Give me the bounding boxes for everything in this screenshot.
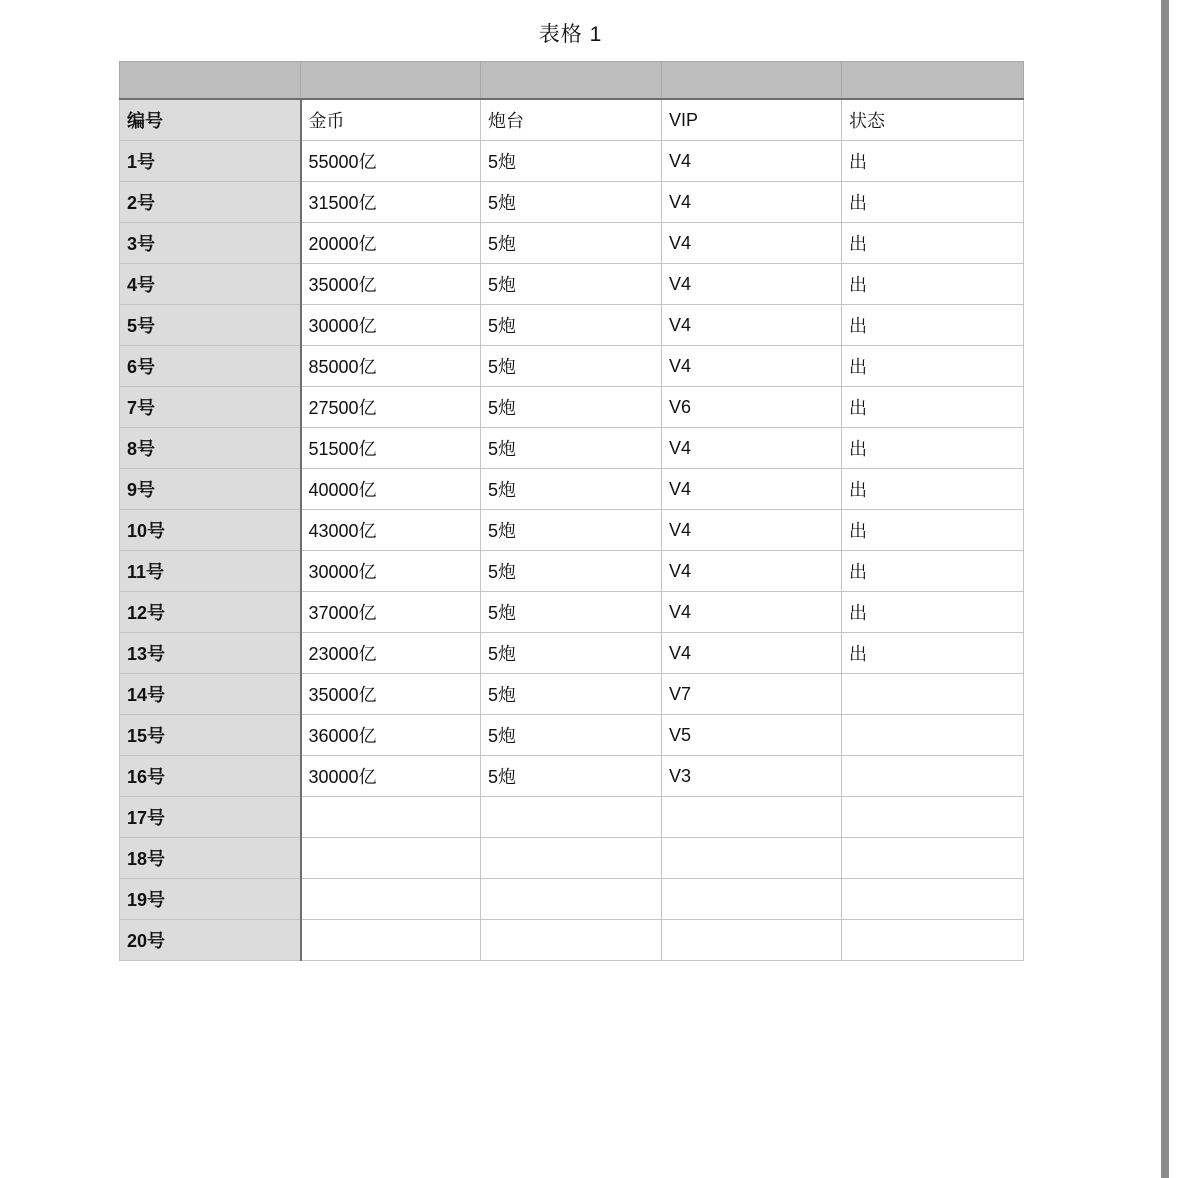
cell-id[interactable]: 17号 [120, 797, 301, 838]
cell-gold[interactable]: 43000亿 [301, 510, 481, 551]
cell-turret[interactable]: 5炮 [481, 223, 662, 264]
cell-gold[interactable]: 30000亿 [301, 756, 481, 797]
cell-turret[interactable]: 5炮 [481, 510, 662, 551]
cell-turret[interactable]: 5炮 [481, 715, 662, 756]
page-title: 表格 1 [538, 23, 603, 46]
cell-turret[interactable]: 5炮 [481, 756, 662, 797]
table-row [120, 920, 1024, 961]
cell-turret[interactable] [481, 797, 662, 838]
cell-id[interactable]: 10号 [120, 510, 301, 551]
cell-id[interactable]: 3号 [120, 223, 301, 264]
cell-status[interactable] [842, 797, 1024, 838]
cell-status[interactable]: 出 [842, 551, 1024, 592]
cell-vip[interactable]: V4 [662, 428, 842, 469]
cell-gold[interactable]: 20000亿 [301, 223, 481, 264]
header-row [120, 99, 1024, 141]
cell-gold[interactable]: 30000亿 [301, 305, 481, 346]
cell-status[interactable]: 出 [842, 182, 1024, 223]
table-row [120, 756, 1024, 797]
cell-gold[interactable]: 36000亿 [301, 715, 481, 756]
cell-vip[interactable]: V4 [662, 305, 842, 346]
cell-vip[interactable]: V4 [662, 264, 842, 305]
cell-vip[interactable]: V4 [662, 223, 842, 264]
cell-status[interactable]: 出 [842, 141, 1024, 182]
cell-status[interactable]: 出 [842, 264, 1024, 305]
data-table [119, 61, 1024, 961]
cell-turret[interactable]: 5炮 [481, 305, 662, 346]
cell-gold[interactable]: 35000亿 [301, 674, 481, 715]
cell-turret[interactable]: 5炮 [481, 428, 662, 469]
cell-gold[interactable]: 51500亿 [301, 428, 481, 469]
table-row [120, 346, 1024, 387]
cell-status[interactable]: 出 [842, 305, 1024, 346]
table-row [120, 469, 1024, 510]
table-row [120, 141, 1024, 182]
cell-vip[interactable]: V6 [662, 387, 842, 428]
cell-id[interactable]: 2号 [120, 182, 301, 223]
cell-id[interactable]: 5号 [120, 305, 301, 346]
cell-vip[interactable]: V4 [662, 510, 842, 551]
cell-gold[interactable] [301, 797, 481, 838]
cell-id[interactable]: 15号 [120, 715, 301, 756]
cell-vip[interactable]: V3 [662, 756, 842, 797]
cell-gold[interactable]: 40000亿 [301, 469, 481, 510]
cell-vip[interactable]: V4 [662, 551, 842, 592]
header-cell-status[interactable]: 状态 [842, 99, 1024, 141]
cell-turret[interactable]: 5炮 [481, 387, 662, 428]
cell-vip[interactable]: V4 [662, 633, 842, 674]
column-header-band [120, 62, 1024, 100]
header-cell-gold[interactable]: 金币 [301, 99, 481, 141]
table-row [120, 838, 1024, 879]
column-header-cell[interactable] [120, 62, 301, 100]
cell-vip[interactable]: V4 [662, 182, 842, 223]
cell-id[interactable]: 20号 [120, 920, 301, 961]
table-row [120, 592, 1024, 633]
cell-gold[interactable]: 31500亿 [301, 182, 481, 223]
cell-status[interactable] [842, 674, 1024, 715]
table-row [120, 223, 1024, 264]
table-row [120, 633, 1024, 674]
cell-status[interactable]: 出 [842, 428, 1024, 469]
cell-gold[interactable]: 85000亿 [301, 346, 481, 387]
header-cell-turret[interactable]: 炮台 [481, 99, 662, 141]
cell-gold[interactable] [301, 838, 481, 879]
cell-vip[interactable] [662, 879, 842, 920]
table-row [120, 387, 1024, 428]
cell-status[interactable] [842, 920, 1024, 961]
cell-status[interactable]: 出 [842, 633, 1024, 674]
table-row [120, 305, 1024, 346]
cell-id[interactable]: 14号 [120, 674, 301, 715]
cell-gold[interactable]: 37000亿 [301, 592, 481, 633]
cell-gold[interactable]: 23000亿 [301, 633, 481, 674]
cell-status[interactable]: 出 [842, 387, 1024, 428]
cell-id[interactable]: 11号 [120, 551, 301, 592]
cell-id[interactable]: 6号 [120, 346, 301, 387]
header-cell-id[interactable]: 编号 [120, 99, 301, 141]
cell-turret[interactable] [481, 838, 662, 879]
cell-id[interactable]: 19号 [120, 879, 301, 920]
table-row [120, 551, 1024, 592]
cell-status[interactable]: 出 [842, 346, 1024, 387]
cell-turret[interactable] [481, 879, 662, 920]
cell-vip[interactable]: V4 [662, 469, 842, 510]
cell-gold[interactable]: 35000亿 [301, 264, 481, 305]
scrollbar[interactable] [1161, 0, 1169, 1178]
cell-id[interactable]: 16号 [120, 756, 301, 797]
cell-turret[interactable]: 5炮 [481, 551, 662, 592]
cell-turret[interactable] [481, 920, 662, 961]
table-row [120, 797, 1024, 838]
cell-vip[interactable] [662, 797, 842, 838]
cell-id[interactable]: 7号 [120, 387, 301, 428]
cell-id[interactable]: 4号 [120, 264, 301, 305]
cell-status[interactable]: 出 [842, 469, 1024, 510]
cell-status[interactable]: 出 [842, 510, 1024, 551]
table-row [120, 674, 1024, 715]
header-cell-vip[interactable]: VIP [662, 99, 842, 141]
table-row [120, 428, 1024, 469]
cell-status[interactable]: 出 [842, 223, 1024, 264]
cell-status[interactable] [842, 879, 1024, 920]
table-row [120, 715, 1024, 756]
cell-gold[interactable]: 27500亿 [301, 387, 481, 428]
cell-turret[interactable]: 5炮 [481, 633, 662, 674]
cell-status[interactable]: 出 [842, 592, 1024, 633]
cell-turret[interactable]: 5炮 [481, 182, 662, 223]
cell-vip[interactable] [662, 920, 842, 961]
cell-id[interactable]: 13号 [120, 633, 301, 674]
cell-turret[interactable]: 5炮 [481, 592, 662, 633]
table-row [120, 879, 1024, 920]
cell-status[interactable] [842, 838, 1024, 879]
cell-vip[interactable]: V4 [662, 592, 842, 633]
table-row [120, 264, 1024, 305]
column-header-cell[interactable] [301, 62, 481, 100]
cell-gold[interactable] [301, 920, 481, 961]
cell-vip[interactable]: V4 [662, 346, 842, 387]
cell-id[interactable]: 8号 [120, 428, 301, 469]
cell-turret[interactable]: 5炮 [481, 346, 662, 387]
cell-id[interactable]: 12号 [120, 592, 301, 633]
cell-turret[interactable]: 5炮 [481, 469, 662, 510]
column-header-cell[interactable] [842, 62, 1024, 100]
cell-vip[interactable]: V5 [662, 715, 842, 756]
cell-gold[interactable]: 30000亿 [301, 551, 481, 592]
column-header-cell[interactable] [662, 62, 842, 100]
cell-status[interactable] [842, 715, 1024, 756]
cell-turret[interactable]: 5炮 [481, 674, 662, 715]
cell-vip[interactable] [662, 838, 842, 879]
cell-id[interactable]: 18号 [120, 838, 301, 879]
cell-gold[interactable] [301, 879, 481, 920]
table-row [120, 510, 1024, 551]
cell-id[interactable]: 9号 [120, 469, 301, 510]
cell-vip[interactable]: V7 [662, 674, 842, 715]
cell-gold[interactable]: 55000亿 [301, 141, 481, 182]
column-header-cell[interactable] [481, 62, 662, 100]
cell-vip[interactable]: V4 [662, 141, 842, 182]
cell-turret[interactable]: 5炮 [481, 264, 662, 305]
cell-status[interactable] [842, 756, 1024, 797]
cell-id[interactable]: 1号 [120, 141, 301, 182]
table-row [120, 182, 1024, 223]
cell-turret[interactable]: 5炮 [481, 141, 662, 182]
